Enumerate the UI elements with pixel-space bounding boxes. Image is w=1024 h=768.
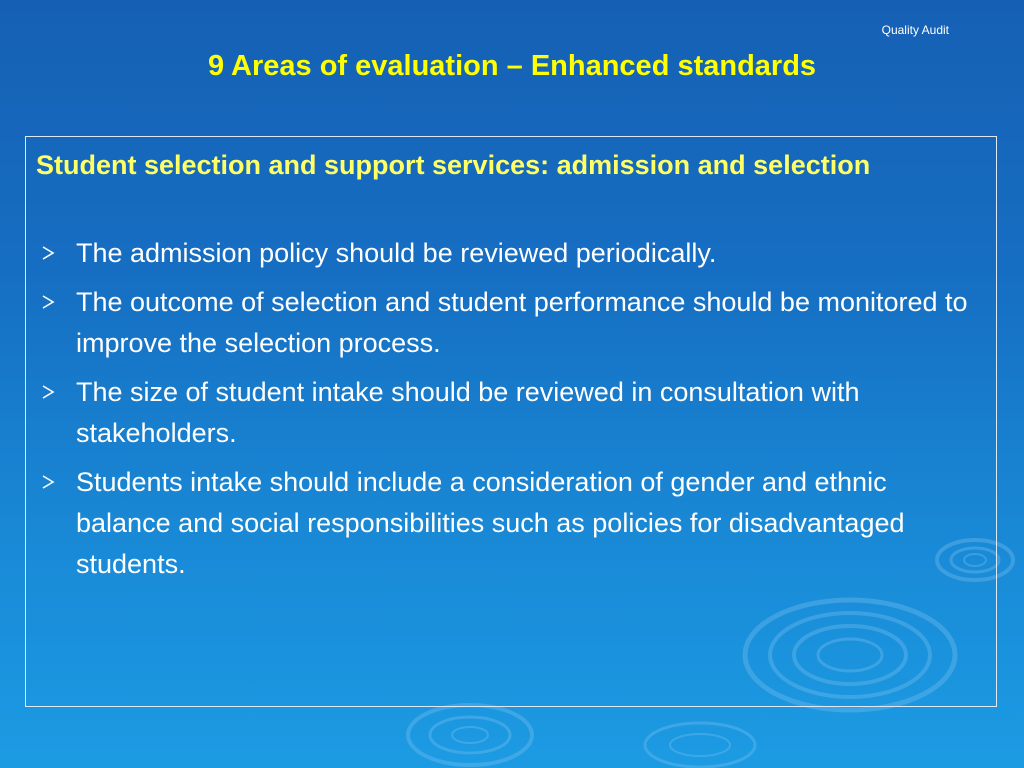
bullet-item — [36, 372, 976, 454]
arrow-bullet-icon — [41, 475, 55, 489]
bullet-item — [36, 462, 976, 585]
bullet-text: Students intake should include a consideration of gender and ethnic balance and social responsibilities such as policies for disadvantaged students. — [76, 467, 905, 579]
bullet-text: The outcome of selection and student performance should be monitored to improve the selection process. — [76, 287, 968, 358]
bullet-list — [36, 233, 976, 593]
section-heading: Student selection and support services: admission and selection — [36, 150, 871, 180]
arrow-bullet-icon — [41, 295, 55, 309]
bullet-item — [36, 282, 976, 364]
arrow-bullet-icon — [41, 385, 55, 399]
bullet-text: The admission policy should be reviewed periodically. — [76, 238, 717, 268]
bullet-text: The size of student intake should be reviewed in consultation with stakeholders. — [76, 377, 860, 448]
bullet-item — [36, 233, 976, 274]
header-label: Quality Audit — [881, 23, 949, 37]
slide-title: 9 Areas of evaluation – Enhanced standards — [207, 50, 817, 82]
arrow-bullet-icon — [41, 246, 55, 260]
content-box — [25, 136, 997, 707]
